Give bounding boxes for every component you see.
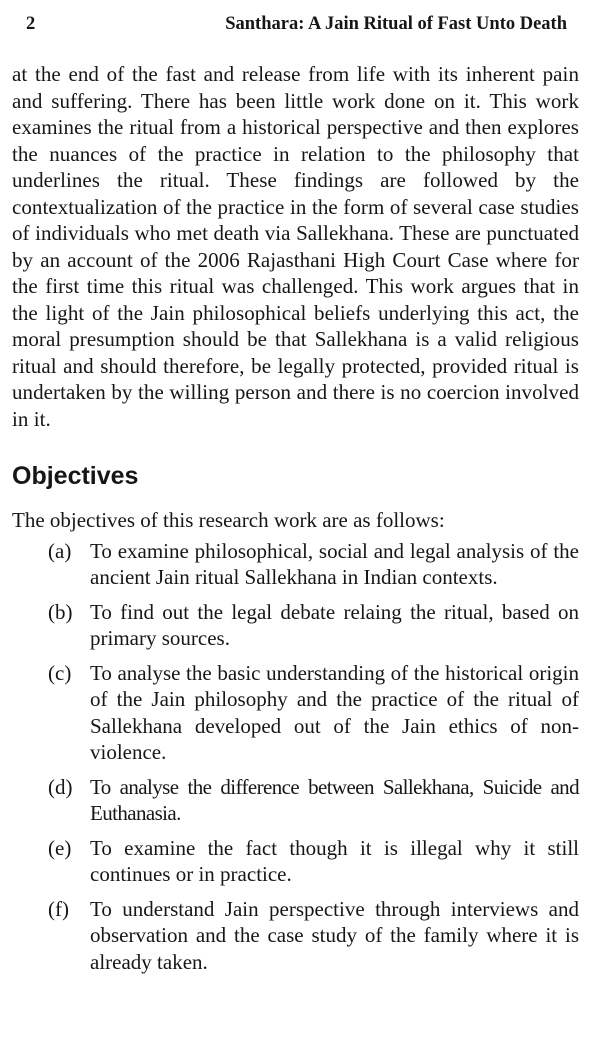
objective-label: (e) [48,835,72,860]
objective-text: To analyse the basic understanding of the historical origin of the Jain philosophy and the practice of the ritual of Sallekhana developed out of the Jain ethics of non-violence. [90,660,579,764]
objective-label: (a) [48,538,72,563]
objective-text: To examine philosophical, social and legal analysis of the ancient Jain ritual Sallekhana in Indian contexts. [90,538,579,589]
objective-label: (f) [48,896,69,921]
objective-text: To analyse the difference between Sallekhana, Suicide and Euthanasia. [90,774,579,825]
objective-label: (b) [48,599,73,624]
objectives-intro: The objectives of this research work are as follows: [12,508,445,532]
objective-label: (d) [48,774,73,799]
body-paragraph: at the end of the fast and release from life with its inherent pain and suffering. There has been little work done on it. This work examines the ritual from a historical perspective and then explores the nuances of the practice in relation to the philosophy that underlines the ritual. These findings are followed by the contextualization of the practice in the form of several case studies of individuals who met death via Sallekhana. These are punctuated by an account of the 2006 Rajasthani High Court Case where for the first time this ritual was challenged. This work argues that in the light of the Jain philosophical beliefs underlying this act, the moral presumption should be that Sallekhana is a valid religious ritual and should therefore, be legally protected, provided ritual is undertaken by the willing person and there is no coercion involved in it. [12,62,579,431]
objective-text: To find out the legal debate relaing the ritual, based on primary sources. [90,599,579,650]
book-page [12,14,579,983]
objective-label: (c) [48,660,72,685]
objective-item [12,774,579,827]
objective-item [12,896,579,976]
objective-item [12,835,579,888]
running-title: Santhara: A Jain Ritual of Fast Unto Death [225,14,567,34]
objective-text: To examine the fact though it is illegal why it still continues or in practice. [90,835,579,886]
running-head [12,14,579,48]
objectives-list [12,538,579,976]
section-heading: Objectives [12,462,139,490]
objective-item [12,660,579,766]
objective-item [12,599,579,652]
objective-item [12,538,579,591]
objective-text: To understand Jain perspective through interviews and observation and the case study of the family where it is already taken. [90,896,579,974]
page-number: 2 [26,14,36,34]
